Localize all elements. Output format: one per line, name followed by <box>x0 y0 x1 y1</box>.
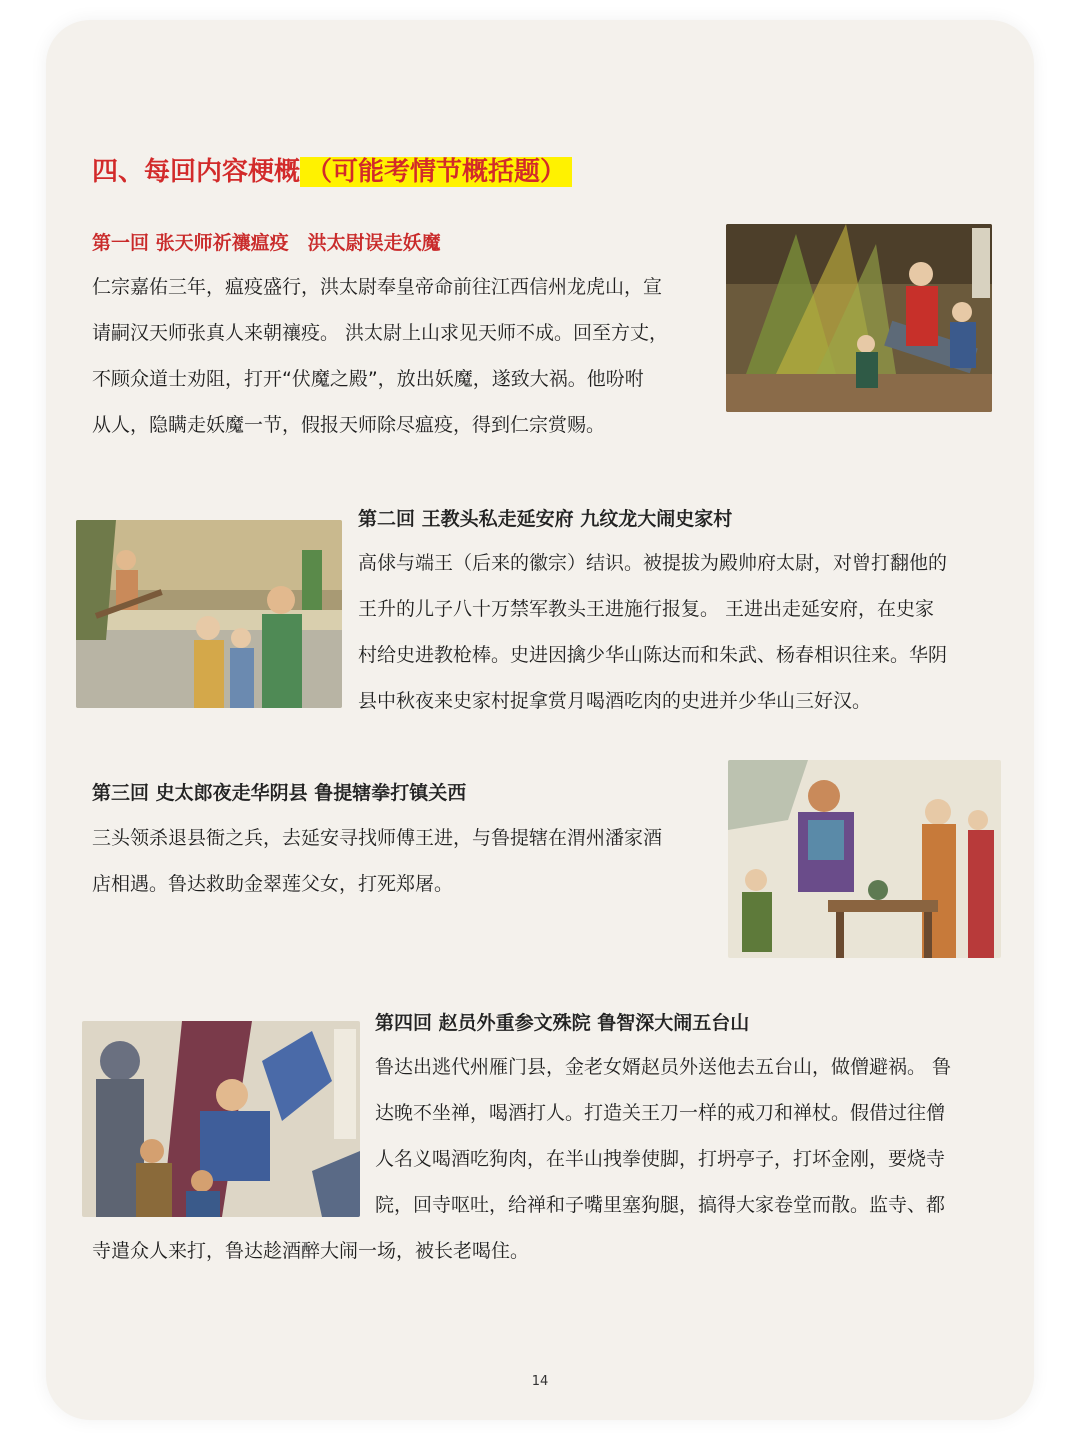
section-heading <box>92 152 572 192</box>
chapter-4-line: 人名义喝酒吃狗肉，在半山拽拳使脚，打坍亭子，打坏金刚，要烧寺 <box>375 1148 946 1170</box>
chapter-4-body-wrapped <box>375 1044 989 1228</box>
chapter-3-line: 三头领杀退县衙之兵，去延安寻找师傅王进，与鲁提辖在渭州潘家酒 <box>92 827 663 849</box>
chapter-1-line: 不顾众道士劝阻，打开“伏魔之殿”，放出妖魔，遂致大祸。他吩咐 <box>92 368 644 390</box>
chapter-2-line: 村给史进教枪棒。史进因擒少华山陈达而和朱武、杨春相识往来。华阴 <box>358 644 948 666</box>
chapter-4-line: 鲁达出逃代州雁门县，金老女婿赵员外送他去五台山，做僧避祸。 鲁 <box>375 1056 952 1078</box>
chapter-4-line: 院，回寺呕吐，给禅和子嘴里塞狗腿，搞得大家卷堂而散。监寺、都 <box>375 1194 946 1216</box>
chapter-1-title: 第一回 张天师祈禳瘟疫 洪太尉误走妖魔 <box>92 232 441 254</box>
chapter-1-line: 仁宗嘉佑三年，瘟疫盛行，洪太尉奉皇帝命前往江西信州龙虎山，宣 <box>92 276 663 298</box>
heading-highlight: （可能考情节概括题） <box>300 157 572 187</box>
chapter-2-line: 县中秋夜来史家村捉拿赏月喝酒吃肉的史进并少华山三好汉。 <box>358 690 872 712</box>
chapter-4-line: 寺遣众人来打，鲁达趁酒醉大闹一场，被长老喝住。 <box>92 1240 530 1262</box>
chapter-2-title: 第二回 王教头私走延安府 九纹龙大闹史家村 <box>358 508 733 530</box>
chapter-4-illustration <box>82 1021 360 1217</box>
chapter-1-line: 请嗣汉天师张真人来朝禳疫。 洪太尉上山求见天师不成。回至方丈， <box>92 322 669 344</box>
chapter-2-line: 高俅与端王（后来的徽宗）结识。被提拔为殿帅府太尉，对曾打翻他的 <box>358 552 948 574</box>
chapter-4-title: 第四回 赵员外重参文殊院 鲁智深大闹五台山 <box>375 1012 750 1034</box>
heading-main: 四、每回内容梗概 <box>92 157 301 187</box>
chapter-2-illustration <box>76 520 342 708</box>
page-number: 14 <box>531 1374 549 1389</box>
chapter-1-illustration <box>726 224 992 412</box>
chapter-1-line: 从人，隐瞒走妖魔一节，假报天师除尽瘟疫，得到仁宗赏赐。 <box>92 414 606 436</box>
chapter-4-body-full <box>92 1228 992 1274</box>
chapter-3-body <box>92 815 716 907</box>
chapter-3-illustration <box>728 760 1001 958</box>
chapter-2-body <box>358 540 990 724</box>
chapter-4-line: 达晚不坐禅，喝酒打人。打造关王刀一样的戒刀和禅杖。假借过往僧 <box>375 1102 946 1124</box>
chapter-3-title: 第三回 史太郎夜走华阴县 鲁提辖拳打镇关西 <box>92 782 467 804</box>
chapter-3-line: 店相遇。鲁达救助金翠莲父女，打死郑屠。 <box>92 873 454 895</box>
chapter-2-line: 王升的儿子八十万禁军教头王进施行报复。 王进出走延安府，在史家 <box>358 598 935 620</box>
chapter-1-body <box>92 264 712 448</box>
